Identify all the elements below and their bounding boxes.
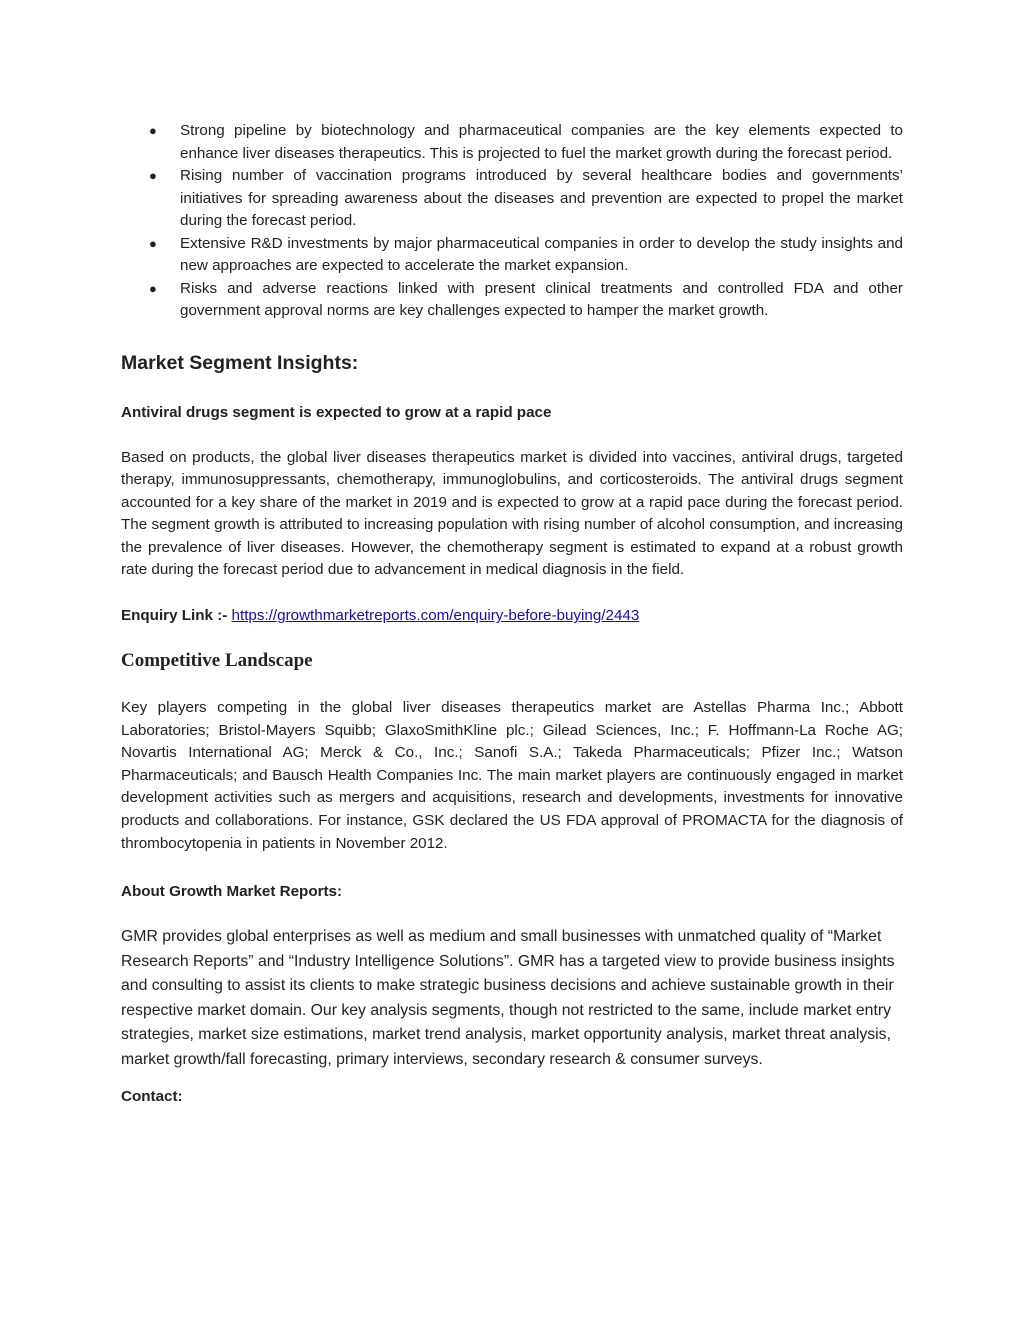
bullet-icon: ● <box>149 280 157 296</box>
competitive-paragraph: Key players competing in the global liver diseases therapeutics market are Astellas Pharma Inc.; Abbott Laboratories; Bristol-Mayers Squibb; GlaxoSmithKline plc.; Gilead Sciences, Inc.; F. Hoffmann-La Roche AG; Novartis International AG; Merck & Co., Inc.; Sanofi S.A.; Takeda Pharmaceuticals; Pfizer Inc.; Watson Pharmaceuticals; and Bausch Health Companies Inc. The main market players are continuously engaged in market development activities such as mergers and acquisitions, research and developments, investments for innovative products and collaborations. For instance, GSK declared the US FDA approval of PROMACTA for the diagnosis of thrombocytopenia in patients in November 2012. <box>121 699 903 852</box>
segment-paragraph: Based on products, the global liver diseases therapeutics market is divided into vaccines, antiviral drugs, targeted therapy, immunosuppressants, chemotherapy, immunoglobulins, and corticosteroids. The antiviral drugs segment accounted for a key share of the market in 2019 and is expected to grow at a rapid pace during the forecast period. The segment growth is attributed to increasing population with rising number of alcohol consumption, and increasing the prevalence of liver diseases. However, the chemotherapy segment is estimated to expand at a robust growth rate during the forecast period due to advancement in medical diagnosis in the field. <box>121 448 903 579</box>
bullet-text: Risks and adverse reactions linked with present clinical treatments and controlled FDA and other government approval norms are key challenges expected to hamper the market growth. <box>180 279 903 319</box>
bullet-item <box>121 278 903 323</box>
enquiry-line <box>121 605 903 627</box>
about-heading: About Growth Market Reports: <box>121 883 343 901</box>
segment-heading: Market Segment Insights: <box>121 351 359 374</box>
enquiry-label: Enquiry Link :- <box>121 607 228 625</box>
bullet-text: Rising number of vaccination programs introduced by several healthcare bodies and governments’ initiatives for spreading awareness about the diseases and prevention are expected to propel the market during the forecast period. <box>180 167 903 229</box>
bullet-icon: ● <box>149 235 157 251</box>
drivers-bullet-list <box>121 120 903 323</box>
document-page <box>121 120 903 1108</box>
bullet-item <box>121 120 903 165</box>
bullet-icon: ● <box>149 123 157 138</box>
bullet-item <box>121 233 903 278</box>
about-paragraph: GMR provides global enterprises as well as medium and small businesses with unmatched quality of “Market Research Reports” and “Industry Intelligence Solutions”. GMR has a targeted view to provide business insights and consulting to assist its clients to make strategic business decisions and achieve sustainable growth in their respective market domain. Our key analysis segments, though not restricted to the same, include market entry strategies, market size estimations, market trend analysis, market opportunity analysis, market threat analysis, market growth/fall forecasting, primary interviews, secondary research & consumer surveys. <box>121 928 895 1068</box>
segment-subheading: Antiviral drugs segment is expected to grow at a rapid pace <box>121 403 552 421</box>
contact-heading: Contact: <box>121 1088 183 1106</box>
bullet-text: Strong pipeline by biotechnology and pharmaceutical companies are the key elements expected to enhance liver diseases therapeutics. This is projected to fuel the market growth during the forecast period. <box>180 122 903 162</box>
competitive-heading: Competitive Landscape <box>121 650 313 672</box>
bullet-item <box>121 165 903 233</box>
bullet-text: Extensive R&D investments by major pharmaceutical companies in order to develop the study insights and new approaches are expected to accelerate the market expansion. <box>180 234 903 274</box>
bullet-icon: ● <box>149 168 157 183</box>
enquiry-link[interactable]: https://growthmarketreports.com/enquiry-before-buying/2443 <box>231 607 640 625</box>
